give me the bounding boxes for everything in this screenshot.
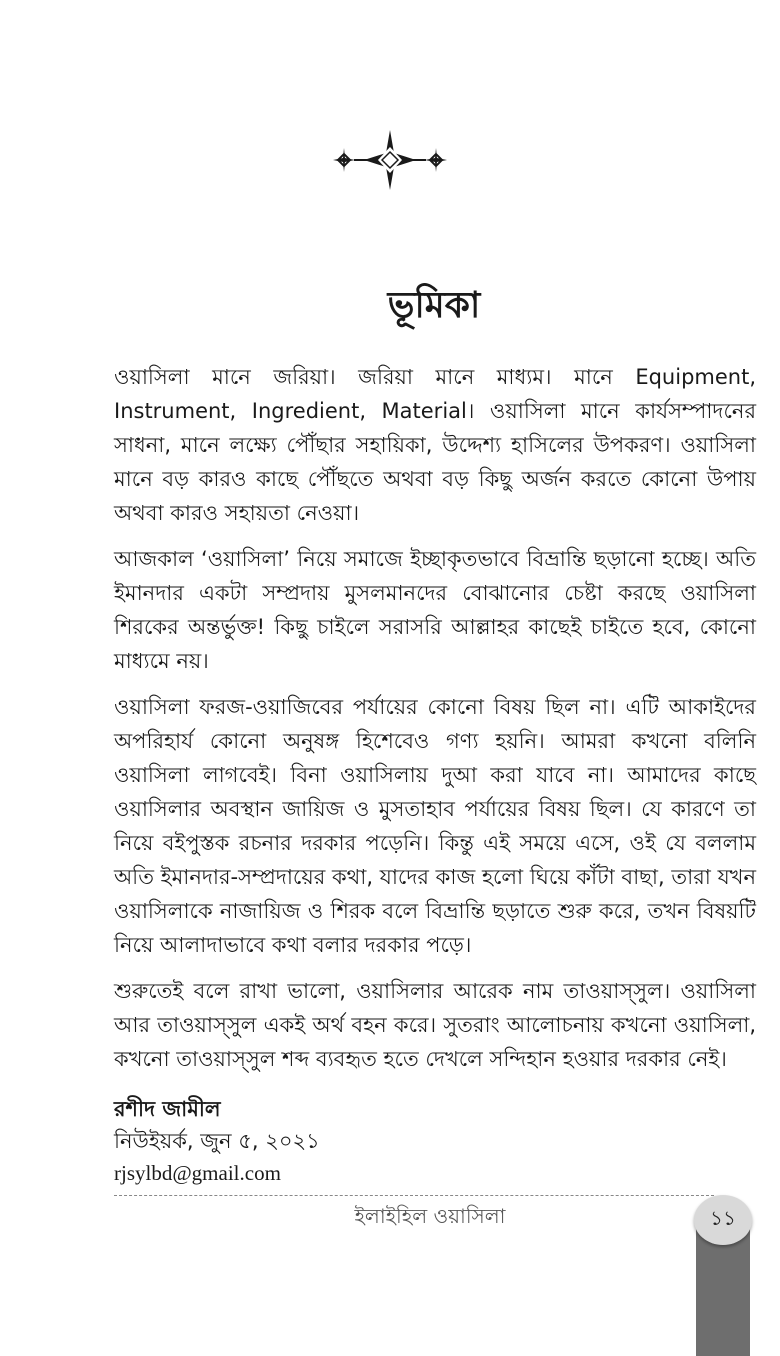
ornament-divider	[0, 125, 780, 195]
body-text	[114, 360, 756, 1088]
paragraph-2: আজকাল ‘ওয়াসিলা’ নিয়ে সমাজে ইচ্ছাকৃতভাবে বিভ্রান্তি ছড়ানো হচ্ছে। অতি ইমানদার একটা সম্প্রদায় মুসলমানদের বোঝানোর চেষ্টা করছে ওয়াসিলা শিরকের অন্তর্ভুক্ত! কিছু চাইলে সরাসরি আল্লাহর কাছেই চাইতে হবে, কোনো মাধ্যমে নয়।	[114, 547, 756, 673]
paragraph-3: ওয়াসিলা ফরজ-ওয়াজিবের পর্যায়ের কোনো বিষয় ছিল না। এটি আকাইদের অপরিহার্য কোনো অনুষঙ্গ হিশেবেও গণ্য হয়নি। আমরা কখনো বলিনি ওয়াসিলা লাগবেই। বিনা ওয়াসিলায় দুআ করা যাবে না। আমাদের কাছে ওয়াসিলার অবস্থান জায়িজ ও মুসতাহাব পর্যায়ের বিষয় ছিল। যে কারণে তা নিয়ে বইপুস্তক রচনার দরকার পড়েনি। কিন্তু এই সময়ে এসে, ওই যে বললাম অতি ইমানদার-সম্প্রদায়ের কথা, যাদের কাজ হলো ঘিয়ে কাঁটা বাছা, তারা যখন ওয়াসিলাকে নাজায়িজ ও শিরক বলে বিভ্রান্তি ছড়াতে শুরু করে, তখন বিষয়টি নিয়ে আলাদাভাবে কথা বলার দরকার পড়ে।	[114, 695, 756, 957]
place-date: নিউইয়র্ক, জুন ৫, ২০২১	[114, 1129, 320, 1153]
page-number-badge	[694, 1195, 752, 1245]
page-number: ১১	[710, 1205, 736, 1230]
paragraph-4: শুরুতেই বলে রাখা ভালো, ওয়াসিলার আরেক নাম তাওয়াস্সুল। ওয়াসিলা আর তাওয়াস্সুল একই অর্থ বহন করে। সুতরাং আলোচনায় কখনো ওয়াসিলা, কখনো তাওয়াস্সুল শব্দ ব্যবহৃত হতে দেখলে সন্দিহান হওয়ার দরকার নেই।	[114, 979, 756, 1071]
running-footer-title: ইলাইহিল ওয়াসিলা	[354, 1204, 506, 1228]
signature-block	[114, 1093, 614, 1189]
author-email: rjsylbd@gmail.com	[114, 1161, 281, 1185]
chapter-title: ভূমিকা	[387, 285, 481, 326]
footer-divider	[114, 1195, 714, 1196]
paragraph-1: ওয়াসিলা মানে জরিয়া। জরিয়া মানে মাধ্যম। মানে Equipment, Instrument, Ingredient, Material। ওয়াসিলা মানে কার্যসম্পাদনের সাধনা, মানে লক্ষ্যে পৌঁছার সহায়িকা, উদ্দেশ্য হাসিলের উপকরণ। ওয়াসিলা মানে বড় কারও কাছে পৌঁছতে অথবা বড় কিছু অর্জন করতে কোনো উপায় অথবা কারও সহায়তা নেওয়া।	[114, 365, 756, 525]
author-name: রশীদ জামীল	[114, 1097, 221, 1121]
diamond-star-ornament-icon	[320, 125, 460, 195]
